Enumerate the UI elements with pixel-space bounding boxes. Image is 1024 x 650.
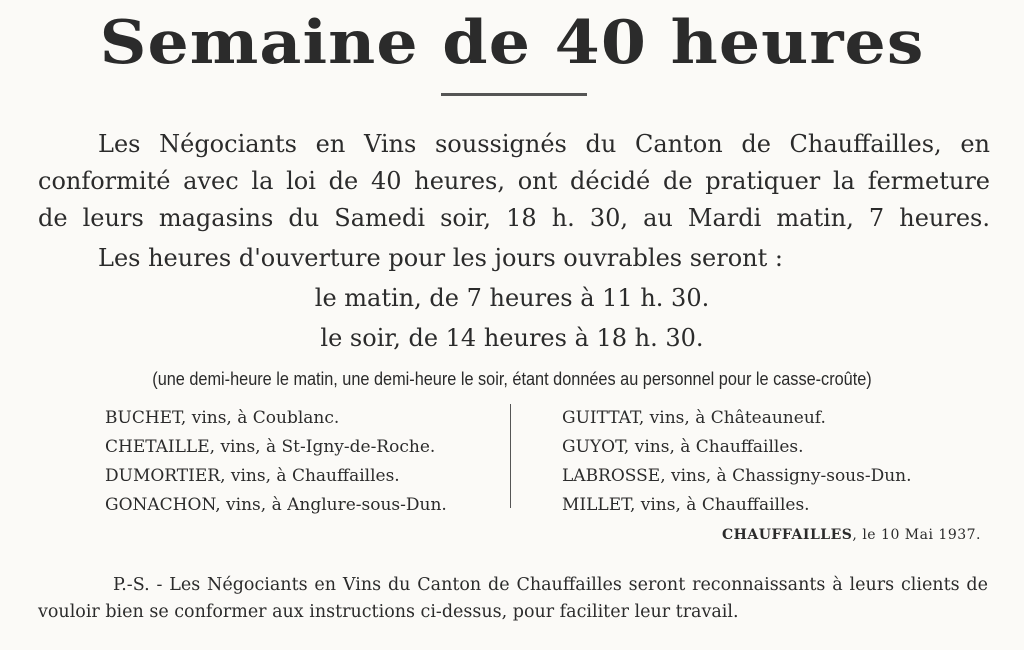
merchant-list-left: [105, 404, 447, 520]
merchant-item: [562, 462, 912, 491]
merchant-details: , vins, à St-Igny-de-Roche.: [209, 437, 436, 457]
merchant-details: , vins, à Coublanc.: [180, 408, 340, 428]
merchant-name: BUCHET: [105, 408, 181, 428]
intro-line: Les Négociants en Vins soussignés du Canton de Chauffailles, en: [98, 130, 990, 158]
postscript-line: vouloir bien se conformer aux instructions ci-dessus, pour faciliter leur travail.: [38, 602, 739, 622]
hours-intro: Les heures d'ouverture pour les jours ouvrables seront :: [98, 244, 783, 272]
dateline-place: CHAUFFAILLES: [722, 527, 853, 543]
merchant-item: [562, 433, 912, 462]
merchant-name: LABROSSE: [562, 466, 661, 486]
title-underline: [441, 93, 587, 96]
merchant-details: , vins, à Châteauneuf.: [638, 408, 826, 428]
merchant-details: , vins, à Anglure-sous-Dun.: [215, 495, 447, 515]
merchant-name: GUYOT: [562, 437, 624, 457]
dateline-date: , le 10 Mai 1937.: [852, 527, 981, 543]
merchant-item: [105, 491, 447, 520]
merchant-name: DUMORTIER: [105, 466, 221, 486]
merchant-item: [562, 404, 912, 433]
poster-title: Semaine de 40 heures: [99, 8, 925, 78]
intro-paragraph: [38, 126, 990, 237]
postscript-line: P.-S. - Les Négociants en Vins du Canton de Chauffailles seront reconnaissants à leurs clients de: [113, 575, 988, 595]
merchant-details: , vins, à Chassigny-sous-Dun.: [660, 466, 912, 486]
break-note: (une demi-heure le matin, une demi-heure le soir, étant données au personnel pour le casse-croûte): [152, 368, 872, 389]
hours-evening: le soir, de 14 heures à 18 h. 30.: [320, 324, 704, 352]
merchant-name: CHETAILLE: [105, 437, 210, 457]
merchant-item: [105, 462, 447, 491]
merchant-name: GONACHON: [105, 495, 216, 515]
merchant-item: [105, 404, 447, 433]
merchant-item: [105, 433, 447, 462]
merchant-name: MILLET: [562, 495, 630, 515]
postscript: [38, 572, 988, 626]
merchant-name: GUITTAT: [562, 408, 639, 428]
dateline: [722, 527, 981, 543]
hours-morning: le matin, de 7 heures à 11 h. 30.: [314, 284, 710, 312]
merchant-details: , vins, à Chauffailles.: [629, 495, 810, 515]
merchant-details: , vins, à Chauffailles.: [220, 466, 400, 486]
intro-line: conformité avec la loi de 40 heures, ont décidé de pratiquer la fermeture: [38, 167, 990, 195]
intro-line: de leurs magasins du Samedi soir, 18 h. 30, au Mardi matin, 7 heures.: [38, 204, 990, 232]
merchant-list-right: [562, 404, 912, 520]
column-divider: [510, 404, 511, 508]
merchant-item: [562, 491, 912, 520]
merchant-details: , vins, à Chauffailles.: [623, 437, 804, 457]
